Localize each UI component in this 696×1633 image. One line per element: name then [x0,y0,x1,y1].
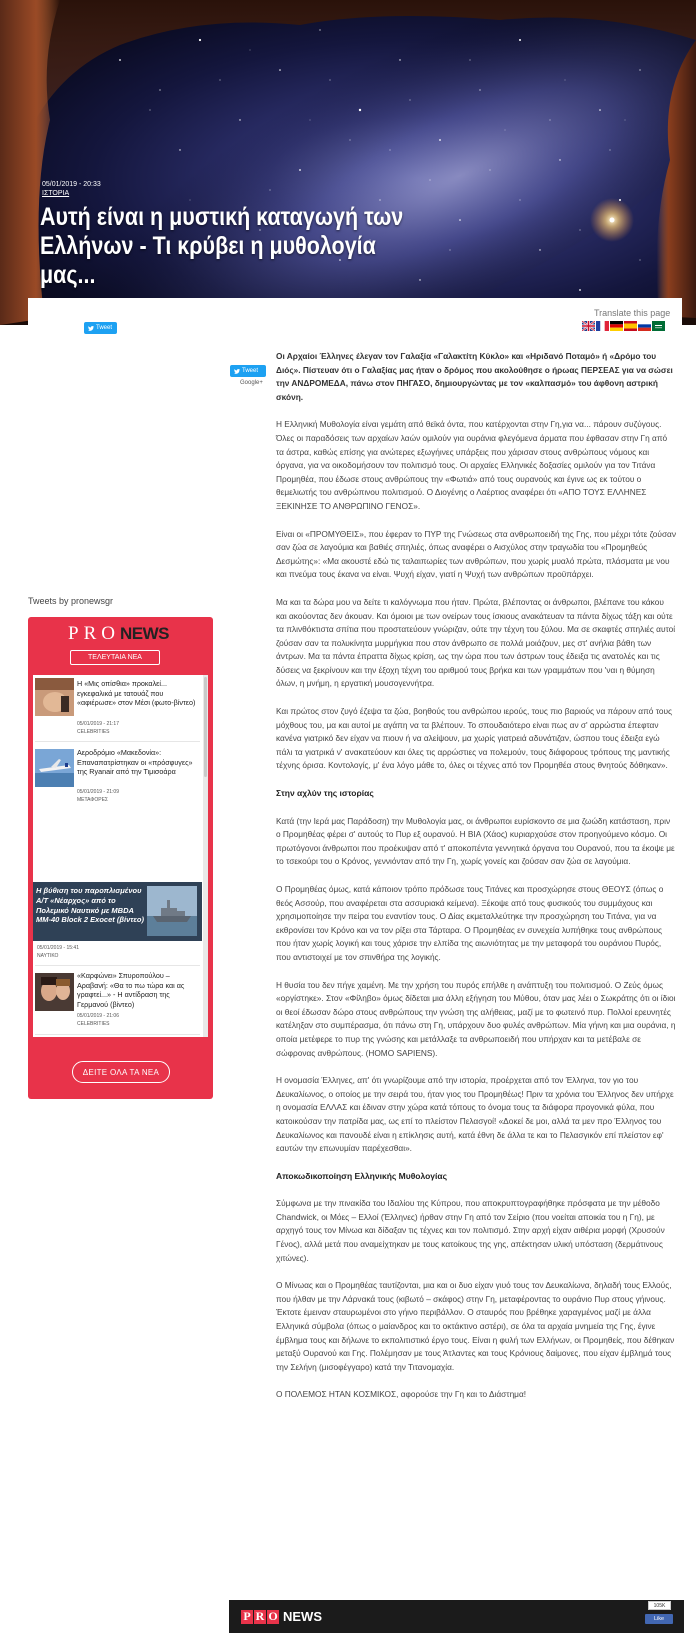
article-body [276,350,676,1416]
latest-news-heading: ΤΕΛΕΥΤΑΙΑ ΝΕΑ [70,650,160,665]
news-date: 05/01/2019 - 21:09 [77,789,119,795]
translate-label: Translate this page [594,308,671,318]
news-category: CELEBRITIES [77,729,110,735]
tweet-button-side[interactable] [230,365,266,377]
flag-de-icon[interactable] [610,321,623,331]
article-subheading: Αποκωδικοποίηση Ελληνικής Μυθολογίας [276,1170,448,1181]
flag-fr-icon[interactable] [596,321,609,331]
article-paragraph: Η θυσία του δεν πήγε χαμένη. Με την χρήση του πυρός επήλθε η ανάπτυξη του πολιτισμού. Ο Ζεύς όμως «οργίστηκε». Στον «Φίληβο» όμως δίδεται μια άλλη εξήγηση του Μύθου, όταν μας λέει ο Σωκράτης ότι οι ίδιοι οι θεοί έδωσαν δώρο στους ανθρώπους την γνώση της αλήθειας, μαζί με το φωτεινό πυρ. Πολλοί ερευνητές κατέληξαν στο συμπέρασμα, ότι πάνω στη Γη, υπάρχουν δυο φυλές ανθρώπων. Μία γήινη και μια ουράνια, η οποία μετέφερε το πυρ της γνώσης και μετάλλαξε τα ανθρωποειδή που υπήρχαν και τα μετέβαλε σε σώφρονας ανθρώπους. (HOMO SAPIENS). [276,979,676,1058]
article-paragraph: Είναι οι «ΠΡΟΜΥΘΕΙΣ», που έφεραν το ΠΥΡ της Γνώσεως στα ανθρωποειδή της Γης, που μέχρι τότε ζούσαν σαν ζώα σε λαγούμια και βαθιές σπηλιές, όπως αναφέρει ο Αισχύλος στην τραγωδία του «Προμηθεύς Δεσμώτης»: «Μα ακουστέ εδώ τις ταλαιπωρίες των ανθρώπων, που χωρίς μυαλό πρώτα, πλάσματα με νου και πνεύμα τους έκανα να είναι. Ψυχή είχαν, γιατί η Ψυχή των ανθρώπων προϋπάρχει. [276,528,677,580]
news-title[interactable]: «Καρφώνει» Σπυροπούλου – Αραβανή: «Θα το πω τώρα και ας γραφτεί...» - Η αντίδραση της Γερμανού (βίντεο) [77,971,185,1009]
article-lead: Οι Αρχαίοι Έλληνες έλεγαν τον Γαλαξία «Γαλακτίτη Κύκλο» και «Ηριδανό Ποταμό» ή «Δρόμο του Διός». Πίστευαν ότι ο Γαλαξίας μας ήταν ο δρόμος που ακολούθησε ο ήρωας ΠΕΡΣΕΑΣ για να σώσει την ΑΝΔΡΟΜΕΔΑ, πάνω στον ΠΗΓΑΣΟ, δημιουργώντας με τον «καλπασμό» του άφθονη αστρική σκόνη. [276,351,673,402]
footer-bar [229,1600,684,1633]
list-divider [35,741,200,742]
google-plus-button[interactable]: Google+ [240,380,263,386]
facebook-like-button[interactable] [645,1614,673,1624]
article-paragraph: Μα και τα δώρα μου να δείτε τι καλόγνωμα που ήταν. Πρώτα, βλέποντας οι άνθρωποι, βλέπανε του κάκου και ακούοντας δεν άκουαν. Και όμοιοι με των ονείρων τους ίσκιους ανακάτευαν τα πάντα δίχως τάξη και ούτε τα πλινθόκτιστα σπίτια που προστατεύουν γνώριζαν, ούτε την τέχνη του ξύλου. Μα σε σκαφτές σπηλιές αυτοί ζούσαν σαν τα πολυκίνητα μυρμήγκια που στον άνθρωπο σε πολλά μοιάζουν, μες στ' ανήλια βάθη των άντρων. Μα τα πάντα έπραττα δίχως κρίση, ως την ώρα που των άστρων τους έδειξα τις ανατολές και τις δύσεις να ξεκρίνουν και την έξοχη τέχνη του αριθμού τους βρήκα και των γραμμάτων που 'ναι η θύμηση όλων, η μνήμη, η εργατική μουσογεννήτρα. [276,596,676,689]
hero-banner [0,0,696,325]
latest-news-list[interactable] [33,675,208,1037]
article-paragraph: Ο Μίνωας και ο Προμηθέας ταυτίζονται, μια και οι δυο είχαν γιυό τους τον Δευκαλίωνα, δηλαδή τους Ελλούς, που ήλθαν με την Λάρνακά τους (κιβωτό – σκάφος) στην Γη, μεταφέροντας το ουράνιο Πυρ στους γήινους. Έκτοτε έμειναν σταυρωμένοι στο γήινο περιβάλλον. Ο σταυρός που βρέθηκε χαραγμένος μαζί με άλλα Ελληνικά σύμβολα (όπως ο μαίανδρος και το οκτάκτινο αστέρι), σε όλα τα αρχαία μνημεία της Γης, έγινε έμβλημα τους και δήλωνε το εκπολιτιστικό έργο τους. Είναι η φυλή των Ελλήνων, οι Προμηθείς, που δέθηκαν μεταξύ Ουρανού και Γης. Πολέμησαν με τους Άτλαντες και τους Κρόνιους δαίμονες, που είχαν έμβλημά τους την Σελήνη (μισοφέγγαρο) κατά την Τιτανομαχία. [276,1280,675,1372]
tweets-by-link[interactable]: Tweets by pronewsgr [28,596,114,606]
article-date: 05/01/2019 - 20:33 [42,181,101,188]
logo-pro-text: PRO [68,623,120,644]
facebook-like-label: Like [653,1616,665,1622]
news-date: 05/01/2019 - 21:06 [77,1013,119,1019]
news-date: 05/01/2019 - 21:17 [77,721,119,727]
flag-sa-icon[interactable] [652,321,665,331]
footer-pronews-logo[interactable] [241,1609,322,1624]
article-paragraph: Ο Προμηθέας όμως, κατά κάποιον τρόπο πρόδωσε τους Τιτάνες και προσχώρησε στους ΘΕΟΥΣ (όπως ο θεός Ασσούρ, που αναφέρεται στα ασσυριακά κείμενα). Ξέκοψε από τους φυσικούς του συμμάχους και χρησιμοποίησε την πείρα του εναντίον τους. Ο Δίας εκμεταλλεύτηκε την προσχώρηση του Τιτάνα, για να εκθρονίσει τον Κρόνο και να τον ρίξει στα Τάρταρα. Ο Προμηθέας εν συνεχεία λυπήθηκε τους ανθρώπους που ήταν χωρίς λογική και τους χάρισε την ελπίδα της αιωνιότητας με την μεταφορά του ουράνιου Πυρός, που αντιστοιχεί με τον σπινθήρα της λογικής. [276,884,664,962]
footer-logo-news: NEWS [283,1609,322,1624]
tweet-label: Tweet [242,368,259,374]
news-thumbnail [35,749,74,787]
flag-es-icon[interactable] [624,321,637,331]
twitter-bird-icon [234,369,240,374]
footer-logo-letter: R [255,1609,265,1623]
article-paragraph: Και πρώτος στον ζυγό έζεψα τα ζώα, βοηθούς του ανθρώπου ιερούς, τους πιο βαριούς να πάρουν από τους μόχθους του, μα και αυτοί με αγάπη να τα βλέπουν. Το σπουδαιότερο είναι πως αν σ' αρρώστια έπεφταν κανένα γιατρικό δεν είχαν να πιουν ή να αλείψουν, μα χωρίς γιατρειά αδυνάτιζαν, ώσπου τους έδειξα εγώ πάλι τα γιατρικά ν' ανακατεύουν και όλες τις αρρώστιες να πολεμούν, τους διάφορους τρόπους της μαντικής τέχνης όρισα. Κοντολογίς, μ' ένα λόγο μάθε το, όλες οι τέχνες από τον Προμηθέα στους θνητούς δόθηκαν». [276,706,673,771]
news-date: 05/01/2019 - 15:41 [37,945,79,951]
news-thumbnail [35,678,74,716]
news-category: ΝΑΥΤΙΚΟ [37,953,59,959]
list-divider [35,965,200,966]
list-divider [35,1034,200,1035]
news-title[interactable]: Αεροδρόμιο «Μακεδονία»: Επαναπατρίστηκαν οι «πρόσφυγες» της Ryanair από την Τιμισοάρα [77,748,193,776]
news-thumbnail [147,886,197,936]
news-category: ΜΕΤΑΦΟΡΕΣ [77,797,109,803]
logo-news-text: NEWS [119,624,169,643]
tweet-button[interactable] [84,322,117,334]
translate-flags [582,321,665,331]
article-paragraph: Σύμφωνα με την πινακίδα του Ιδαλίου της Κύπρου, που αποκρυπτογραφήθηκε πρόσφατα με την μέθοδο Chandwick, οι Μόες – Ελλοί (Έλληνες) ήρθαν στην Γη από τον Σείριο (που νοείται αποικία του η Γη), με αρχηγό τους τον Μίνωα και δίδαξαν τις τέχνες και τον πολιτισμό. Στην αρχή είχαν αιθέρια μορφή (Χρυσούν Γένος), αλλά μετά που αναμείχτηκαν με τους κατοίκους της γης, απέκτησαν υλική υπόσταση (δερμάτινους χιτώνες). [276,1198,665,1263]
article-category-link[interactable]: ΙΣΤΟΡΙΑ [42,190,70,197]
featured-news-title[interactable]: Η βύθιση του παροπλισμένου Α/Τ «Νέαρχος» από το Πολεμικό Ναυτικό με MBDA MM-40 Block 2 Exocet (βίντεο) [36,886,144,925]
article-subheading: Στην αχλύν της ιστορίας [276,788,374,799]
latest-news-widget [28,617,213,1099]
see-all-news-button[interactable]: ΔΕΙΤΕ ΟΛΑ ΤΑ ΝΕΑ [72,1061,170,1083]
tweet-label: Tweet [96,325,113,331]
pronews-logo [68,623,178,645]
twitter-bird-icon [88,326,94,331]
flag-ru-icon[interactable] [638,321,651,331]
news-thumbnail [35,973,74,1011]
news-title[interactable]: Η «Μις οπίσθια» προκαλεί... εγκεφαλικά με τατουάζ που «αφιέρωσε» στον Μέσι (φωτο-βίντεο) [77,679,196,707]
article-paragraph: Η ονομασία Έλληνες, απ' ότι γνωρίζουμε από την ιστορία, προέρχεται από τον Έλληνα, τον γιο του Δευκαλίωνος, ο οποίος με την σειρά του, ήταν γιος του Προμηθέως! Πριν τα χρόνια του Έλληνος δεν υπήρχε η ονομασία ΕΛΛΑΣ και έδιναν στην χώρα κατά τόπους το όνομα τους τα διάφορα προγονικά φύλα, που κατοικούσαν την πατρίδα μας, ως επί το πλείστον Πελασγοί! «Δοκεί δε μοι, αλλά τα μεν προ Έλληνος του Δευκαλίωνος και πανουδέ είναι η επίκλησις αυτή, κατά έθνη δε άλλα τε και το Πελασγικόν επί πλείστον εφ' εαυτών την επωνυμίαν παρέχεσθαι». [276,1075,674,1154]
facebook-like-count: 105K [648,1601,671,1610]
article-paragraph: Ο ΠΟΛΕΜΟΣ ΗΤΑΝ ΚΟΣΜΙΚΟΣ, αφορούσε την Γη και το Διάστημα! [276,1389,527,1400]
news-category: CELEBRITIES [77,1021,110,1027]
article-title: Αυτή είναι η μυστική καταγωγή των Ελλήνων - Τι κρύβει η μυθολογία μας... [40,203,404,289]
footer-logo-letter: P [241,1610,253,1624]
flag-uk-icon[interactable] [582,321,595,331]
featured-news-item[interactable] [33,882,202,941]
footer-logo-letter: O [268,1609,278,1623]
article-paragraph: Κατά (την Ιερά μας Παράδοση) την Μυθολογία μας, οι άνθρωποι ευρίσκοντο σε μια ζωώδη κατάσταση, πριν ο Προμηθέας φέρει σ' αυτούς το Πυρ εξ ουρανού. Η ΒΙΑ (Χάος) κυριαρχούσε στον προηγούμενο κόσμο. Οι πρωτόγονοι άνθρωποι που προέκυψαν από τ' αποκοπέντα γεννητικά όργανα του Ουρανού, που τα έκοψε με το τσεκούρι του ο Κρόνος, γεννιόνταν από την Γη, χωρίς γονείς και ζούσαν σαν ζώα σε λαγούμια. [276,815,675,867]
list-scrollbar[interactable] [203,675,208,1037]
scrollbar-thumb[interactable] [204,677,207,777]
article-paragraph: Η Ελληνική Μυθολογία είναι γεμάτη από θεϊκά όντα, που κατέρχονται στην Γη,για να... πάρουν συζύγους. Όλες οι παραδόσεις των αρχαίων λαών ομιλούν για ουράνια φλεγόμενα άρματα που έφθασαν στην Γη από τα άστρα, καθώς επίσης για ανώτερες εξωγήινες υπάρξεις που χάρισαν στους ανθρώπους νόμους και όργανα, για να οικοδομήσουν τον πολιτισμό τους. Οι αρχαίες Ελληνικές δοξασίες ομιλούν για τον Τιτάνα Προμηθέα, που έδωσε στους ανθρώπους την «Φωτιά» από τους ουρανούς και έγινε ως εκ τούτου ο θεμελιωτής του ανθρώπινου πολιτισμού. Ο Διογένης ο Λαέρτιος αναφέρει ότι «ΑΠΟ ΤΟΥΣ ΕΛΛΗΝΕΣ ΞΕΚΙΝΗΣΕ ΤΟ ΑΝΘΡΩΠΙΝΟ ΓΕΝΟΣ». [276,419,668,511]
